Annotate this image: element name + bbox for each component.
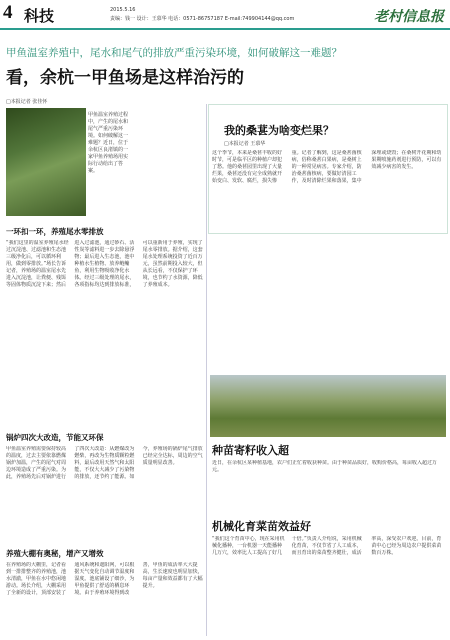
article-photo-field (210, 375, 446, 437)
mulberry-byline: □本报记者 王慕华 (224, 141, 266, 147)
column-divider (206, 104, 207, 636)
photo-caption: 甲鱼温室养殖过程中，产生的尾水和尾气严重污染环境。如何破解这一难题？近日，位于余杭区良渚镇的一家甲鱼养殖场用实际行动给出了答案。 (88, 112, 129, 174)
section-title-greenhouse: 养殖大棚有奥秘，增产又增效 (6, 549, 104, 558)
page-number: 4 (3, 2, 13, 23)
section-title-tail-water: 一环扣一环，养殖尾水零排放 (6, 227, 104, 236)
section-text-mulberry: 这个季节，本来是桑葚丰收的好时节，可是临平区的种植户却犯了愁。他的桑葚园里出现了大量烂果，桑葚还没有完全成熟就开始变白、发软、腐烂，损失惨重。记者了解到，这是桑葚菌核病，俗称桑葚白果病，是桑树上的一种常见病害。专家介绍，防治桑葚菌核病，要做好清园工作，及时清除烂果和落果，集中深埋或烧毁；在桑树开花期和幼果期喷施药剂进行预防，可以有效减少病害的发生。 (212, 150, 442, 184)
section-title-seedlings: 种苗寄籽收入超 (212, 444, 289, 457)
issue-date: 2015.5.16 (110, 7, 136, 13)
section-text-mechanized: “我们这个育苗中心，现在采用机械化播种，一台机器一天能播种几万穴，效率比人工提高了好几十倍。”负责人介绍说，采用机械化育苗，不仅节省了人工成本，而且育出的菜苗整齐健壮，成活率高，深受农户欢迎。目前，育苗中心已经为周边农户提供菜苗数百万株。 (212, 536, 442, 556)
section-title-mulberry: 我的桑葚为啥变烂果？ (224, 124, 334, 137)
section-title-mechanized: 机械化育菜苗效益好 (212, 520, 311, 533)
headline-title: 看，余杭一甲鱼场是这样治污的 (6, 68, 244, 88)
section-name: 科技 (24, 7, 55, 25)
section-text-tail-water: “我们这里的温室养殖尾水经过沉淀池、过滤池和生态池三级净化后，可以循环利用，做到零排放。”场长告诉记者，养殖场的温室尾水先进入沉淀池，让粪便、残饵等固体物质沉淀下来；然后进入过滤池，通过砂石、活性炭等滤料进一步去除悬浮物；最后进入生态池，池中种植水生植物、放养鲢鳙鱼，利用生物吸收净化水体。经过三级处理的尾水，各项指标均达到排放标准，可以重新用于养殖，实现了尾水零排放。据介绍，这套尾水处理系统投资了近百万元，虽然前期投入较大，但从长远看，不仅保护了环境，也节约了水资源，降低了养殖成本。 (6, 240, 203, 288)
newspaper-name: 老村信息报 (374, 9, 444, 25)
article-photo-turtle-farm (6, 108, 86, 216)
section-text-boiler: 甲鱼温室养殖需要保持较高的温度，过去主要依靠燃煤锅炉加温，产生的尾气对周边环境造成了严重污染。为此，养殖场先后对锅炉进行了四次大改造：从燃煤改为燃柴，再改为生物质颗粒燃料，最后改用天然气和太阳能，不仅大大减少了污染物的排放，还节约了能源。如今，养殖场的锅炉尾气排放已经完全达标，周边的空气质量明显改善。 (6, 446, 203, 480)
section-text-greenhouse: 在养殖场的大棚里，记者看到一排排整齐的养殖池，池水清澈，甲鱼在水中悠闲地游动。场长介绍，大棚采用了全新的设计，顶部安装了通风系统和遮阳网，可以根据天气变化自动调节温度和湿度。池底铺设了细沙，为甲鱼提供了舒适的栖息环境。由于养殖环境得到改善，甲鱼的成活率大大提高，生长速度也明显加快，每亩产量和效益都有了大幅提升。 (6, 562, 203, 596)
section-title-boiler: 锅炉四次大改造，节能又环保 (6, 433, 104, 442)
headline-subtitle: 甲鱼温室养殖中，尾水和尾气的排放严重污染环境，如何破解这一难题？ (6, 47, 342, 59)
editor-contact: 责编：钱一 设计：王慕华 电话：0571-86757187 E-mail:749904144@qq.com (110, 16, 295, 22)
section-text-seedlings: 近日，在余杭区某种植基地，农户们正忙着收获种苗。由于种苗品质好，收购价格高，每亩收入超过万元。 (212, 460, 438, 473)
headline-byline: □本报记者 张佳怀 (6, 99, 48, 105)
